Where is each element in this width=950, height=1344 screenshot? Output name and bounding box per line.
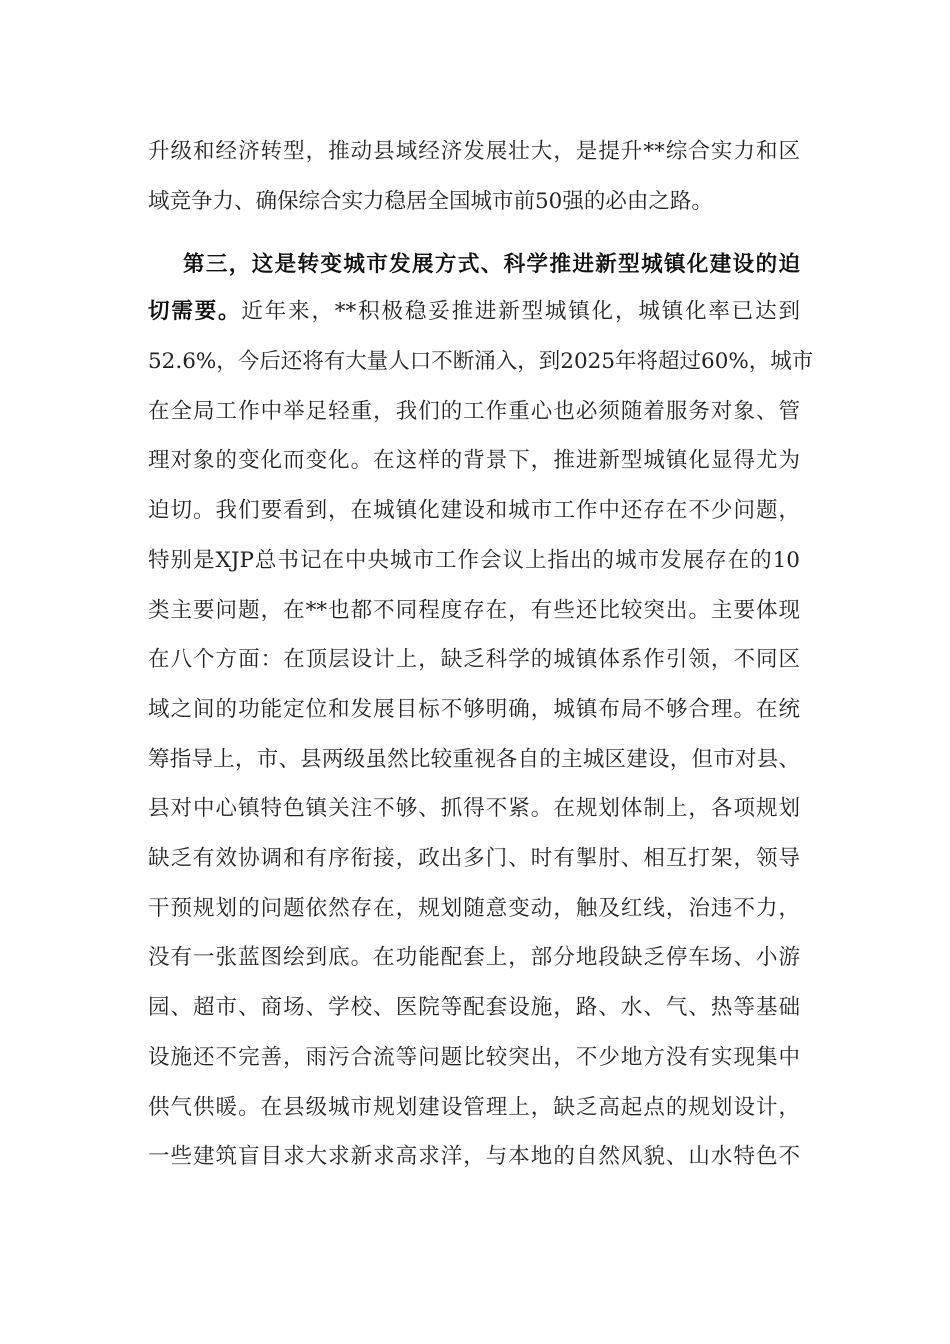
text-line: 理对象的变化而变化。在这样的背景下，推进新型城镇化显得尤为 xyxy=(148,448,800,474)
text-line xyxy=(148,297,800,327)
text-line: 迫切。我们要看到，在城镇化建设和城市工作中还存在不少问题， xyxy=(148,498,800,524)
text-line: 52.6%，今后还将有大量人口不断涌入，到2025年将超过60%，城市 xyxy=(148,349,814,374)
section-heading: 第三，这是转变城市发展方式、科学推进新型城镇化建设的迫 xyxy=(183,252,800,277)
text-line: 缺乏有效协调和有序衔接，政出多门、时有掣肘、相互打架，领导 xyxy=(148,846,800,871)
text-line: 升级和经济转型，推动县域经济发展壮大，是提升**综合实力和区 xyxy=(148,139,800,164)
text-line: 域之间的功能定位和发展目标不够明确，城镇布局不够合理。在统 xyxy=(148,696,800,722)
text-line: 类主要问题，在**也都不同程度存在，有些还比较突出。主要体现 xyxy=(148,597,800,623)
text-line: 县对中心镇特色镇关注不够、抓得不紧。在规划体制上，各项规划 xyxy=(148,796,800,822)
text-segment: 近年来，**积极稳妥推进新型城镇化，城镇化率已达到 xyxy=(241,299,800,324)
text-line: 在全局工作中举足轻重，我们的工作重心也必须随着服务对象、管 xyxy=(148,398,800,424)
text-line: 域竞争力、确保综合实力稳居全国城市前50强的必由之路。 xyxy=(148,189,713,214)
text-line: 一些建筑盲目求大求新求高求洋，与本地的自然风貌、山水特色不 xyxy=(148,1144,800,1170)
text-line: 筹指导上，市、县两级虽然比较重视各自的主城区建设，但市对县、 xyxy=(148,746,800,772)
text-line: 没有一张蓝图绘到底。在功能配套上，部分地段缺乏停车场、小游 xyxy=(148,945,800,971)
text-line: 设施还不完善，雨污合流等问题比较突出，不少地方没有实现集中 xyxy=(148,1044,800,1070)
text-line: 在八个方面：在顶层设计上，缺乏科学的城镇体系作引领，不同区 xyxy=(148,647,800,673)
text-line: 园、超市、商场、学校、医院等配套设施，路、水、气、热等基础 xyxy=(148,995,800,1021)
text-line: 干预规划的问题依然存在，规划随意变动，触及红线，治违不力， xyxy=(148,895,800,921)
section-heading-end: 切需要。 xyxy=(148,299,242,324)
text-line: 供气供暖。在县级城市规划建设管理上，缺乏高起点的规划设计， xyxy=(148,1094,800,1120)
text-line: 特别是XJP总书记在中央城市工作会议上指出的城市发展存在的10 xyxy=(148,547,800,573)
